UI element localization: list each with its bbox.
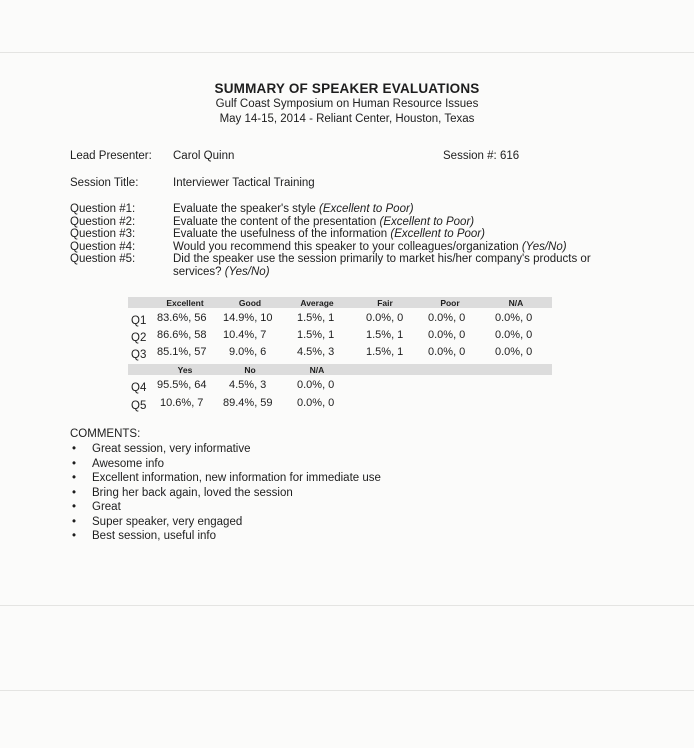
table-cell: 1.5%, 1 [366,346,404,358]
event-name: Gulf Coast Symposium on Human Resource Issues [215,98,479,110]
question-row [0,241,694,254]
presenter-name: Carol Quinn [173,150,235,162]
table-cell: 0.0%, 0 [428,312,466,324]
session-title: Interviewer Tactical Training [173,177,315,189]
table-cell: 0.0%, 0 [297,379,335,391]
comment-text: Great [92,501,121,513]
table-cell: 89.4%, 59 [223,397,273,409]
table-cell: 0.0%, 0 [495,312,533,324]
rating-header: Excellent [166,298,204,308]
comments-list [70,442,381,544]
bullet-icon: • [72,472,77,484]
table-cell: 10.4%, 7 [223,329,267,341]
question-text: Evaluate the content of the presentation (Excellent to Poor) [173,215,475,228]
comment-text: Bring her back again, loved the session [92,486,293,499]
document-title: SUMMARY OF SPEAKER EVALUATIONS [214,81,480,96]
scan-line [0,690,694,691]
question-scale: (Excellent to Poor) [390,228,485,240]
table-cell: 95.5%, 64 [157,379,207,391]
question-scale: (Excellent to Poor) [379,215,475,228]
bullet-icon: • [72,457,77,470]
list-item [70,471,381,486]
table-cell: 10.6%, 7 [160,397,204,409]
table-cell: 14.9%, 10 [223,312,273,324]
table-cell: 0.0%, 0 [428,346,466,358]
questions-list [0,203,694,278]
list-item [70,486,381,501]
yesno-header: N/A [309,365,325,375]
question-scale: (Yes/No) [224,265,270,278]
question-row [0,228,694,241]
question-label: Question #5: [70,253,136,265]
bullet-icon: • [72,515,77,528]
table-cell: 0.0%, 0 [428,329,466,341]
bullet-icon: • [72,443,77,455]
session-title-label: Session Title: [70,177,139,189]
question-label: Question #1: [70,203,136,215]
table-cell: 9.0%, 6 [229,346,267,358]
table-cell: 1.5%, 1 [297,329,335,341]
bullet-icon: • [72,530,77,542]
rating-header: Good [238,298,262,308]
table-cell: 0.0%, 0 [366,312,404,324]
rating-header: Poor [440,298,460,308]
list-item [70,457,381,472]
comments-section [70,428,381,544]
table-cell: 0.0%, 0 [495,346,533,358]
question-text: Did the speaker use the session primarily to market his/her company's products or services? (Yes/No) [173,253,591,278]
list-item [70,500,381,515]
comments-title: COMMENTS: [70,428,141,440]
comment-text: Super speaker, very engaged [92,515,243,528]
table-cell: 86.6%, 58 [157,329,207,341]
table-cell: 85.1%, 57 [157,346,207,358]
question-row [0,253,694,278]
question-text: Would you recommend this speaker to your colleagues/organization (Yes/No) [173,240,567,253]
yesno-header: Yes [177,365,193,375]
table-cell: 4.5%, 3 [297,346,335,358]
question-row [0,203,694,216]
table-cell: 0.0%, 0 [495,329,533,341]
row-question-id: Q3 [131,349,147,361]
session-number: 616 [500,150,520,162]
row-question-id: Q4 [131,382,147,394]
rating-header: N/A [508,298,524,308]
table-cell: 1.5%, 1 [366,329,404,341]
question-label: Question #2: [70,215,136,228]
question-scale: (Yes/No) [521,240,567,253]
question-row [0,216,694,229]
question-text: Evaluate the usefulness of the information (Excellent to Poor) [173,228,485,240]
row-question-id: Q2 [131,332,147,344]
row-question-id: Q5 [131,400,147,412]
table-cell: 0.0%, 0 [297,397,335,409]
comment-text: Awesome info [92,457,165,470]
scan-line [0,52,694,53]
table-cell: 83.6%, 56 [157,312,207,324]
presenter-label: Lead Presenter: [70,150,152,162]
question-label: Question #3: [70,228,136,240]
table-cell: 1.5%, 1 [297,312,335,324]
session-label: Session #: [443,150,497,162]
yesno-header: No [244,365,256,375]
rating-header: Average [300,298,334,308]
rating-header: Fair [377,298,393,308]
list-item [70,529,381,544]
list-item [70,515,381,530]
comment-text: Great session, very informative [92,443,251,455]
scan-line [0,605,694,606]
question-scale: (Excellent to Poor) [319,203,414,215]
question-label: Question #4: [70,240,136,253]
document-header [0,81,694,126]
list-item [70,442,381,457]
bullet-icon: • [72,501,77,513]
comment-text: Excellent information, new information for immediate use [92,472,381,484]
question-text: Evaluate the speaker's style (Excellent to Poor) [173,203,414,215]
bullet-icon: • [72,486,77,499]
table-cell: 4.5%, 3 [229,379,267,391]
comment-text: Best session, useful info [92,530,217,542]
event-date-location: May 14-15, 2014 - Reliant Center, Houston, Texas [219,113,475,125]
row-question-id: Q1 [131,315,147,327]
